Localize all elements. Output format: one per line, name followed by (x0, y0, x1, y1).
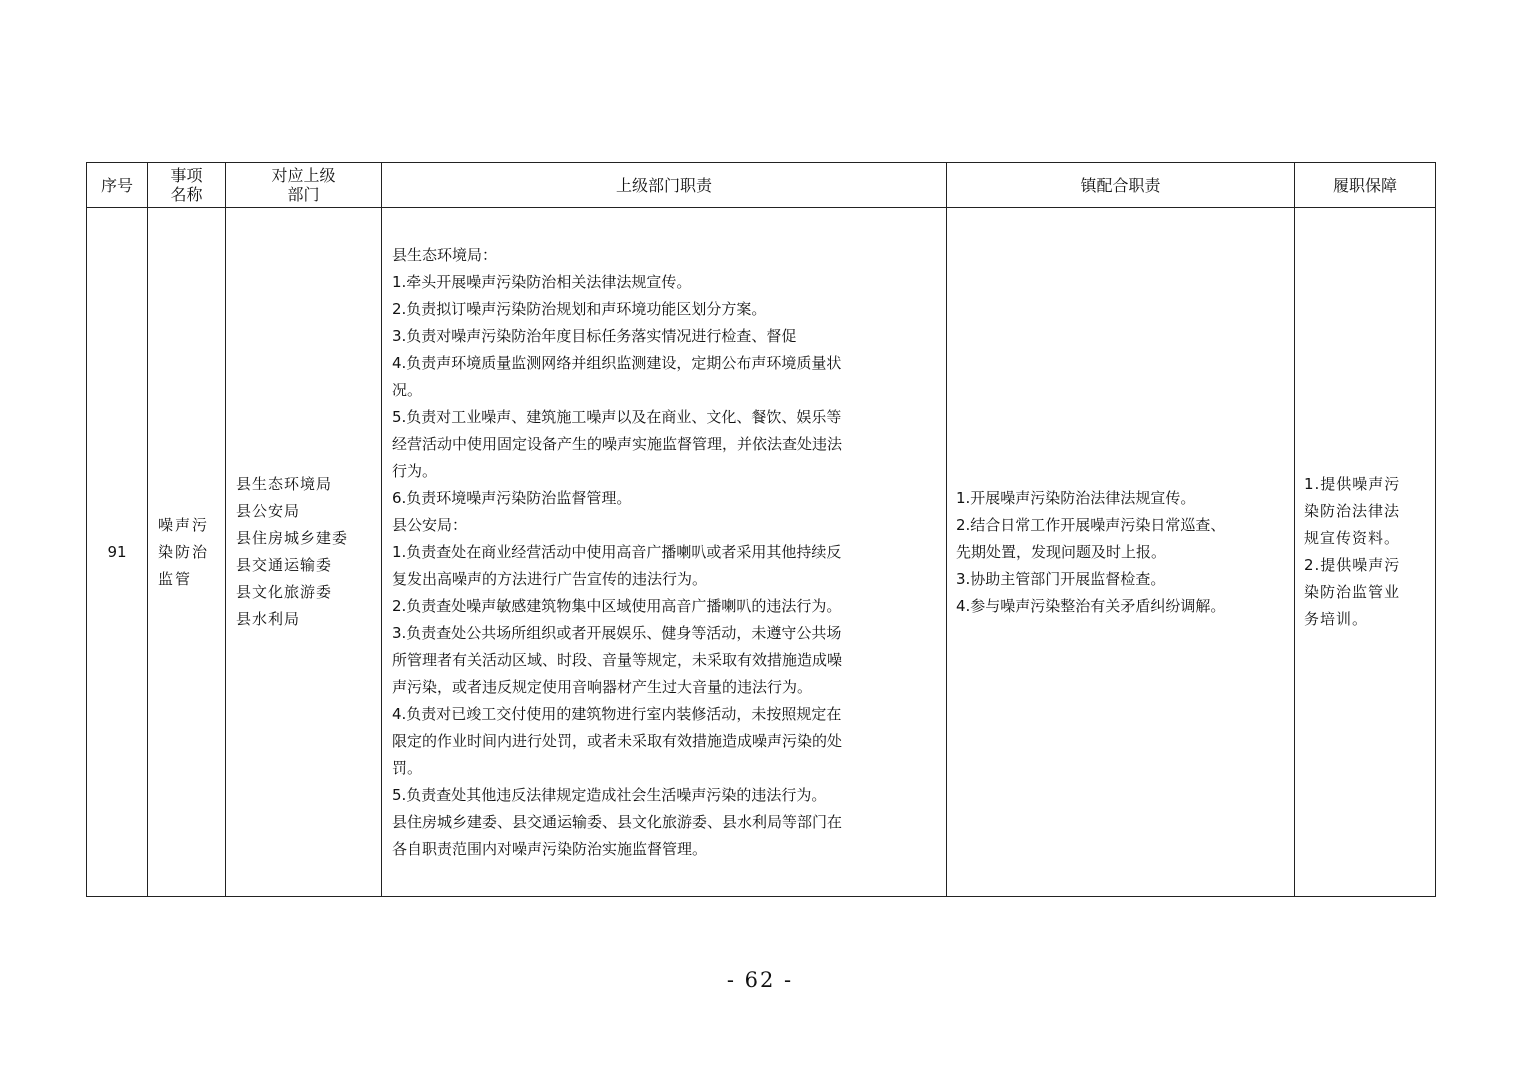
upper-duty-line: 县公安局： (392, 515, 468, 534)
page-number: - 62 - (726, 968, 794, 992)
dept-line: 县住房城乡建委 (236, 529, 349, 547)
item-name-cell (148, 208, 226, 897)
town-duty-line: 2.结合日常工作开展噪声污染日常巡查、 (956, 515, 1226, 534)
guarantee-line: 务培训。 (1304, 610, 1369, 628)
upper-duty-line: 复发出高噪声的方法进行广告宣传的违法行为。 (392, 569, 708, 588)
header-item-name (148, 163, 226, 208)
dept-line: 县生态环境局 (236, 475, 333, 493)
header-no: 序号 (87, 163, 148, 208)
upper-duty-line: 限定的作业时间内进行处罚，或者未采取有效措施造成噪声污染的处 (392, 731, 843, 750)
upper-duty-cell (382, 208, 947, 897)
item-name-line: 监管 (158, 569, 193, 588)
header-item-name-line: 事项 (170, 166, 203, 185)
header-dept (226, 163, 382, 208)
upper-duty-line: 5.负责查处其他违反法律规定造成社会生活噪声污染的违法行为。 (392, 785, 827, 804)
header-upper-duty: 上级部门职责 (382, 163, 947, 208)
town-duty-line: 先期处置，发现问题及时上报。 (956, 542, 1167, 561)
upper-duty-line: 1.负责查处在商业经营活动中使用高音广播喇叭或者采用其他持续反 (392, 542, 842, 561)
upper-duty-line: 2.负责拟订噪声污染防治规划和声环境功能区划分方案。 (392, 299, 767, 318)
guarantee-line: 2.提供噪声污 (1304, 556, 1401, 574)
upper-duty-line: 罚。 (392, 758, 423, 777)
upper-duty-line: 5.负责对工业噪声、建筑施工噪声以及在商业、文化、餐饮、娱乐等 (392, 407, 842, 426)
dept-line: 县交通运输委 (236, 556, 333, 574)
upper-duty-line: 2.负责查处噪声敏感建筑物集中区域使用高音广播喇叭的违法行为。 (392, 596, 842, 615)
item-name-line: 噪声污 (158, 515, 210, 534)
upper-duty-line: 4.负责对已竣工交付使用的建筑物进行室内装修活动，未按照规定在 (392, 704, 842, 723)
guarantee-line: 染防治法律法 (1304, 502, 1401, 520)
header-item-name-line: 名称 (170, 185, 203, 204)
table-row (87, 208, 1436, 897)
upper-duty-line: 6.负责环境噪声污染防治监督管理。 (392, 488, 632, 507)
dept-line: 县水利局 (236, 610, 301, 628)
town-duty-line: 1.开展噪声污染防治法律法规宣传。 (956, 488, 1196, 507)
upper-duty-line: 行为。 (392, 461, 438, 480)
upper-duty-line: 声污染，或者违反规定使用音响器材产生过大音量的违法行为。 (392, 677, 813, 696)
header-dept-line: 对应上级 (271, 166, 336, 185)
upper-duty-line: 经营活动中使用固定设备产生的噪声实施监督管理，并依法查处违法 (392, 434, 843, 453)
upper-duty-line: 4.负责声环境质量监测网络并组织监测建设，定期公布声环境质量状 (392, 353, 842, 372)
dept-cell (226, 208, 382, 897)
dept-line: 县文化旅游委 (236, 583, 333, 601)
row-number: 91 (87, 208, 148, 897)
town-duty-line: 4.参与噪声污染整治有关矛盾纠纷调解。 (956, 596, 1226, 615)
upper-duty-line: 3.负责查处公共场所组织或者开展娱乐、健身等活动，未遵守公共场 (392, 623, 842, 642)
upper-duty-line: 县生态环境局： (392, 245, 498, 264)
upper-duty-line: 1.牵头开展噪声污染防治相关法律法规宣传。 (392, 272, 692, 291)
header-guarantee: 履职保障 (1295, 163, 1436, 208)
upper-duty-line: 3.负责对噪声污染防治年度目标任务落实情况进行检查、督促 (392, 326, 797, 345)
upper-duty-line: 所管理者有关活动区域、时段、音量等规定，未采取有效措施造成噪 (392, 650, 843, 669)
header-town-duty: 镇配合职责 (947, 163, 1295, 208)
upper-duty-line: 县住房城乡建委、县交通运输委、县文化旅游委、县水利局等部门在 (392, 812, 843, 831)
guarantee-line: 染防治监管业 (1304, 583, 1401, 601)
dept-line: 县公安局 (236, 502, 301, 520)
upper-duty-line: 各自职责范围内对噪声污染防治实施监督管理。 (392, 839, 708, 858)
header-row (87, 163, 1436, 208)
duty-table (86, 162, 1436, 897)
guarantee-cell (1295, 208, 1436, 897)
town-duty-cell (947, 208, 1295, 897)
header-dept-line: 部门 (287, 185, 320, 204)
town-duty-line: 3.协助主管部门开展监督检查。 (956, 569, 1166, 588)
item-name-line: 染防治 (158, 542, 210, 561)
guarantee-line: 1.提供噪声污 (1304, 475, 1401, 493)
guarantee-line: 规宣传资料。 (1304, 529, 1401, 547)
upper-duty-line: 况。 (392, 380, 423, 399)
